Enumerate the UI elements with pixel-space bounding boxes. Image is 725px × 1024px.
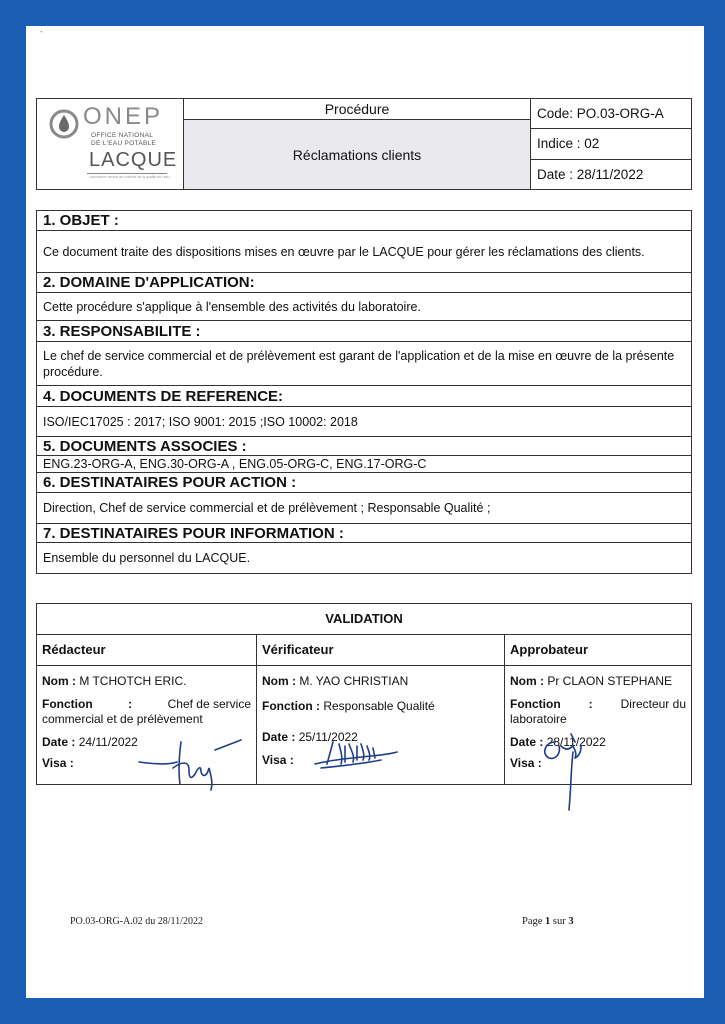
validation-table [36,603,692,785]
verificateur-heading: Vérificateur [257,635,504,666]
redacteur-heading: Rédacteur [37,635,256,666]
approbateur-date: 28/11/2022 [546,735,606,749]
redacteur-function-cont: commercial et de prélèvement [42,712,203,726]
header-meta [531,99,691,189]
approbateur-name: Pr CLAON STEPHANE [547,674,673,688]
document-indice: Indice : 02 [531,129,691,159]
verificateur-date: 25/11/2022 [298,730,358,744]
procedure-sections [36,210,692,574]
section-title: 1. OBJET : [37,211,691,231]
approbateur-heading: Approbateur [505,635,691,666]
date-label: Date : [42,735,76,749]
section-title: 3. RESPONSABILITE : [37,321,691,342]
document-title: Réclamations clients [184,120,530,189]
document-header [36,98,692,190]
section-body: Cette procédure s'applique à l'ensemble des activités du laboratoire. [37,293,691,321]
scan-mark: ` [40,30,43,40]
fonction-label: Fonction : [262,699,320,713]
visa-label: Visa : [42,756,74,770]
logo-tagline: Laboratoire central de contrôle de la qualité de l'eau [89,175,170,179]
section-title: 2. DOMAINE D'APPLICATION: [37,273,691,293]
logo-line-2: DE L'EAU POTABLE [91,140,157,147]
date-label: Date : [510,735,544,749]
visa-label: Visa : [262,753,294,767]
logo-brand: ONEP [83,103,164,130]
logo-lab: LACQUE [89,149,178,171]
approbateur-column [505,635,691,785]
page-sep: sur [552,916,566,927]
page-number [522,916,574,927]
approbateur-function: Directeur du [620,697,686,711]
verificateur-signature [311,734,401,774]
date-label: Date : [262,730,296,744]
logo-underline [87,173,167,174]
document-type: Procédure [184,99,530,120]
document-page [26,26,704,998]
nom-label: Nom : [510,674,544,688]
fonction-label: Fonction [42,697,93,711]
verificateur-function: Responsable Qualité [323,699,435,713]
visa-label: Visa : [510,756,542,770]
verificateur-name: M. YAO CHRISTIAN [299,674,409,688]
validation-title: VALIDATION [37,604,691,635]
verificateur-column [257,635,505,785]
section-title: 5. DOCUMENTS ASSOCIES : [37,437,691,456]
header-center [184,99,531,189]
document-date: Date : 28/11/2022 [537,166,644,182]
fonction-colon: : [128,697,133,711]
approbateur-signature [535,728,595,812]
redacteur-date: 24/11/2022 [78,735,138,749]
redacteur-column [37,635,257,785]
section-body: Ce document traite des dispositions mises en œuvre par le LACQUE pour gérer les réclamations des clients. [37,231,691,273]
page-prefix: Page [522,916,543,927]
approbateur-function-cont: laboratoire [510,712,567,726]
water-drop-icon [49,109,79,139]
section-body: Le chef de service commercial et de prélèvement est garant de l'application et de la mise en œuvre de la présente procédure. [37,342,691,386]
logo-line-1: OFFICE NATIONAL [91,132,154,139]
footer-reference: PO.03-ORG-A.02 du 28/11/2022 [70,916,203,927]
section-title: 7. DESTINATAIRES POUR INFORMATION : [37,524,691,543]
nom-label: Nom : [262,674,296,688]
redacteur-signature [133,732,243,792]
section-body: Direction, Chef de service commercial et de prélèvement ; Responsable Qualité ; [37,493,691,524]
section-title: 4. DOCUMENTS DE REFERENCE: [37,386,691,407]
redacteur-name: M TCHOTCH ERIC. [79,674,187,688]
section-title: 6. DESTINATAIRES POUR ACTION : [37,473,691,493]
page-current: 1 [545,916,551,927]
fonction-colon: : [588,697,593,711]
redacteur-function: Chef de service [167,697,251,711]
section-body: Ensemble du personnel du LACQUE. [43,551,251,565]
section-body: ENG.23-ORG-A, ENG.30-ORG-A , ENG.05-ORG-C, ENG.17-ORG-C [37,456,691,473]
document-code: Code: PO.03-ORG-A [531,99,691,129]
fonction-label: Fonction [510,697,561,711]
page-total: 3 [568,916,574,927]
nom-label: Nom : [42,674,76,688]
onep-logo [37,99,184,189]
section-body: ISO/IEC17025 : 2017; ISO 9001: 2015 ;ISO 10002: 2018 [37,407,691,437]
